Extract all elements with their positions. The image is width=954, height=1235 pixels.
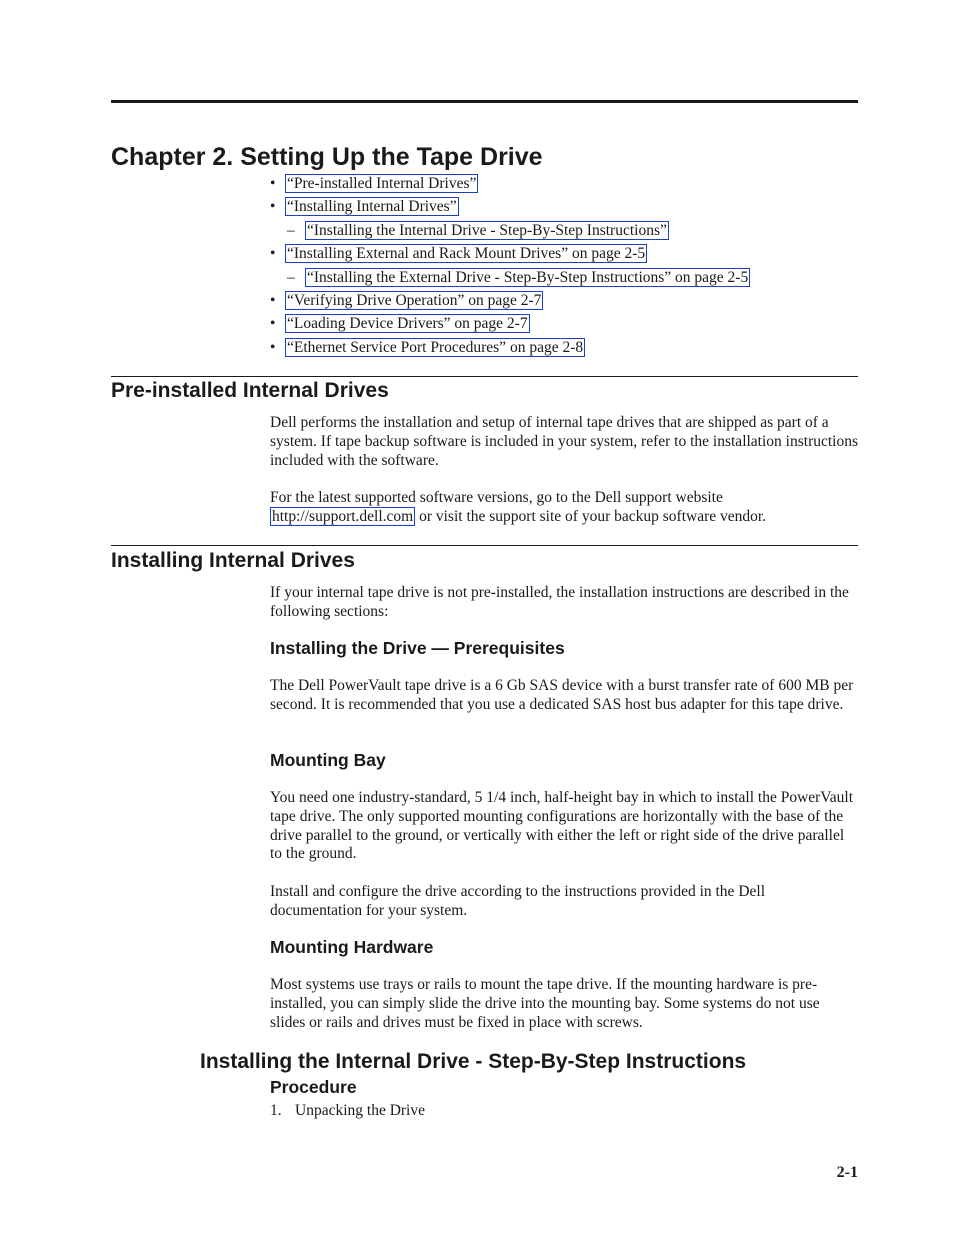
toc-item [270,219,750,242]
section-heading-installing: Installing Internal Drives [111,549,355,572]
top-rule [111,100,858,103]
toc-link-external-rack[interactable]: “Installing External and Rack Mount Drives” on page 2-5 [287,245,646,263]
step-number: 1. [270,1102,282,1119]
section-rule [111,376,858,377]
preinstalled-paragraph: Dell performs the installation and setup of internal tape drives that are shipped as part of a system. If tape backup software is included in your system, refer to the installation instructions included with the software. [270,414,859,469]
installing-intro: If your internal tape drive is not pre-installed, the installation instructions are described in the following sections: [270,584,849,620]
procedure-steps [270,1101,425,1120]
subheading-procedure: Procedure [270,1077,357,1097]
support-paragraph [270,489,858,527]
toc-item [270,336,750,359]
section-heading-preinstalled: Pre-installed Internal Drives [111,379,389,402]
chapter-toc [270,172,750,359]
subheading-mounting-bay: Mounting Bay [270,750,386,770]
toc-item [270,195,750,218]
toc-item [270,172,750,195]
dash-marker: – [287,221,295,239]
page-number: 2-1 [836,1164,858,1181]
toc-item [270,242,750,265]
toc-link-loading-drivers[interactable]: “Loading Device Drivers” on page 2-7 [287,315,528,333]
section-rule [111,545,858,546]
toc-link-preinstalled[interactable]: “Pre-installed Internal Drives” [287,175,477,192]
procedure-step [270,1101,425,1120]
mounting-bay-text-2: Install and configure the drive according to the instructions provided in the Dell documentation for your system. [270,883,766,919]
toc-link-ethernet[interactable]: “Ethernet Service Port Procedures” on page 2-8 [287,338,584,356]
mounting-bay-text: You need one industry-standard, 5 1/4 inch, half-height bay in which to install the PowerVault tape drive. The only supported mounting configurations are horizontally with the base of the drive parallel to the ground, or vertically with either the left or right side of the drive parallel to the ground. [270,789,854,863]
bullet-marker: • [270,245,276,263]
dash-marker: – [287,268,295,286]
bullet-marker: • [270,175,276,192]
step-text: Unpacking the Drive [295,1102,425,1119]
chapter-title: Chapter 2. Setting Up the Tape Drive [111,143,543,171]
toc-link-external-step-by-step[interactable]: “Installing the External Drive - Step-By-Step Instructions” on page 2-5 [307,268,749,286]
prerequisites-text: The Dell PowerVault tape drive is a 6 Gb SAS device with a burst transfer rate of 600 MB per second. It is recommended that you use a dedicated SAS host bus adapter for this tape drive. [270,677,854,713]
subheading-mounting-hardware: Mounting Hardware [270,937,434,957]
toc-item [270,289,750,312]
toc-item [270,312,750,335]
dell-support-link[interactable]: http://support.dell.com [272,507,414,525]
bullet-marker: • [270,198,276,216]
subheading-prerequisites: Installing the Drive — Prerequisites [270,638,565,658]
toc-item [270,266,750,289]
subsection-heading-step-by-step: Installing the Internal Drive - Step-By-Step Instructions [200,1050,747,1073]
toc-link-internal-step-by-step[interactable]: “Installing the Internal Drive - Step-By-Step Instructions” [307,221,667,239]
mounting-hardware-text: Most systems use trays or rails to mount the tape drive. If the mounting hardware is pre-installed, you can simply slide the drive into the mounting bay. Some systems do not use slides or rails and drives must be fixed in place with screws. [270,976,820,1031]
toc-link-verifying[interactable]: “Verifying Drive Operation” on page 2-7 [287,291,542,309]
support-text: For the latest supported software versions, go to the Dell support website [270,489,723,506]
bullet-marker: • [270,291,276,309]
support-text-after: or visit the support site of your backup software vendor. [415,507,767,525]
toc-link-installing-internal[interactable]: “Installing Internal Drives” [287,198,457,216]
bullet-marker: • [270,315,276,333]
bullet-marker: • [270,338,276,356]
